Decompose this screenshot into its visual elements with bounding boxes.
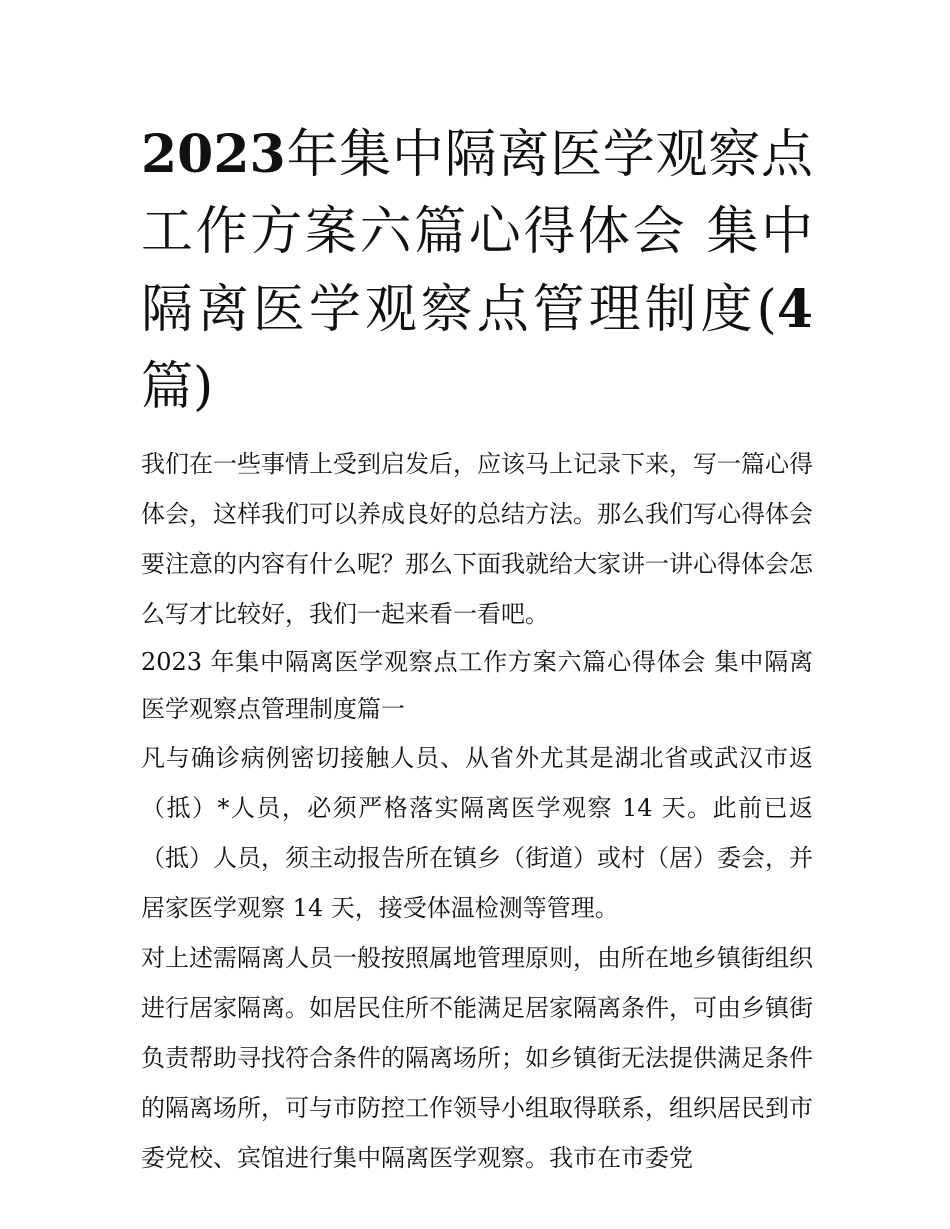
document-title xyxy=(141,116,813,426)
body-paragraph-2: 对上述需隔离人员一般按照属地管理原则，由所在地乡镇街组织进行居家隔离。如居民住所不能满足居家隔离条件，可由乡镇街负责帮助寻找符合条件的隔离场所；如乡镇街无法提供满足条件的隔离场所，可与市防控工作领导小组取得联系，组织居民到市委党校、宾馆进行集中隔离医学观察。我市在市委党 xyxy=(141,944,813,1172)
section-subtitle: 2023 年集中隔离医学观察点工作方案六篇心得体会 集中隔离医学观察点管理制度篇一 xyxy=(141,648,813,723)
title-count: 4 xyxy=(776,279,813,340)
body-paragraph-1: 凡与确诊病例密切接触人员、从省外尤其是湖北省或武汉市返（抵）*人员，必须严格落实隔离医学观察 14 天。此前已返（抵）人员，须主动报告所在镇乡（街道）或村（居）委会，并居家医学观察 14 天，接受体温检测等管理。 xyxy=(141,744,813,922)
intro-paragraph: 我们在一些事情上受到启发后，应该马上记录下来，写一篇心得体会，这样我们可以养成良好的总结方法。那么我们写心得体会要注意的内容有什么呢？那么下面我就给大家讲一讲心得体会怎么写才比较好，我们一起来看一看吧。 xyxy=(141,450,813,628)
title-year: 2023 xyxy=(141,124,286,185)
title-suffix: 篇) xyxy=(141,357,214,417)
title-text: 年集中隔离医学观察点工作方案六篇心得体会 集中隔离医学观察点管理制度( xyxy=(141,125,813,340)
document-content xyxy=(141,116,813,1183)
